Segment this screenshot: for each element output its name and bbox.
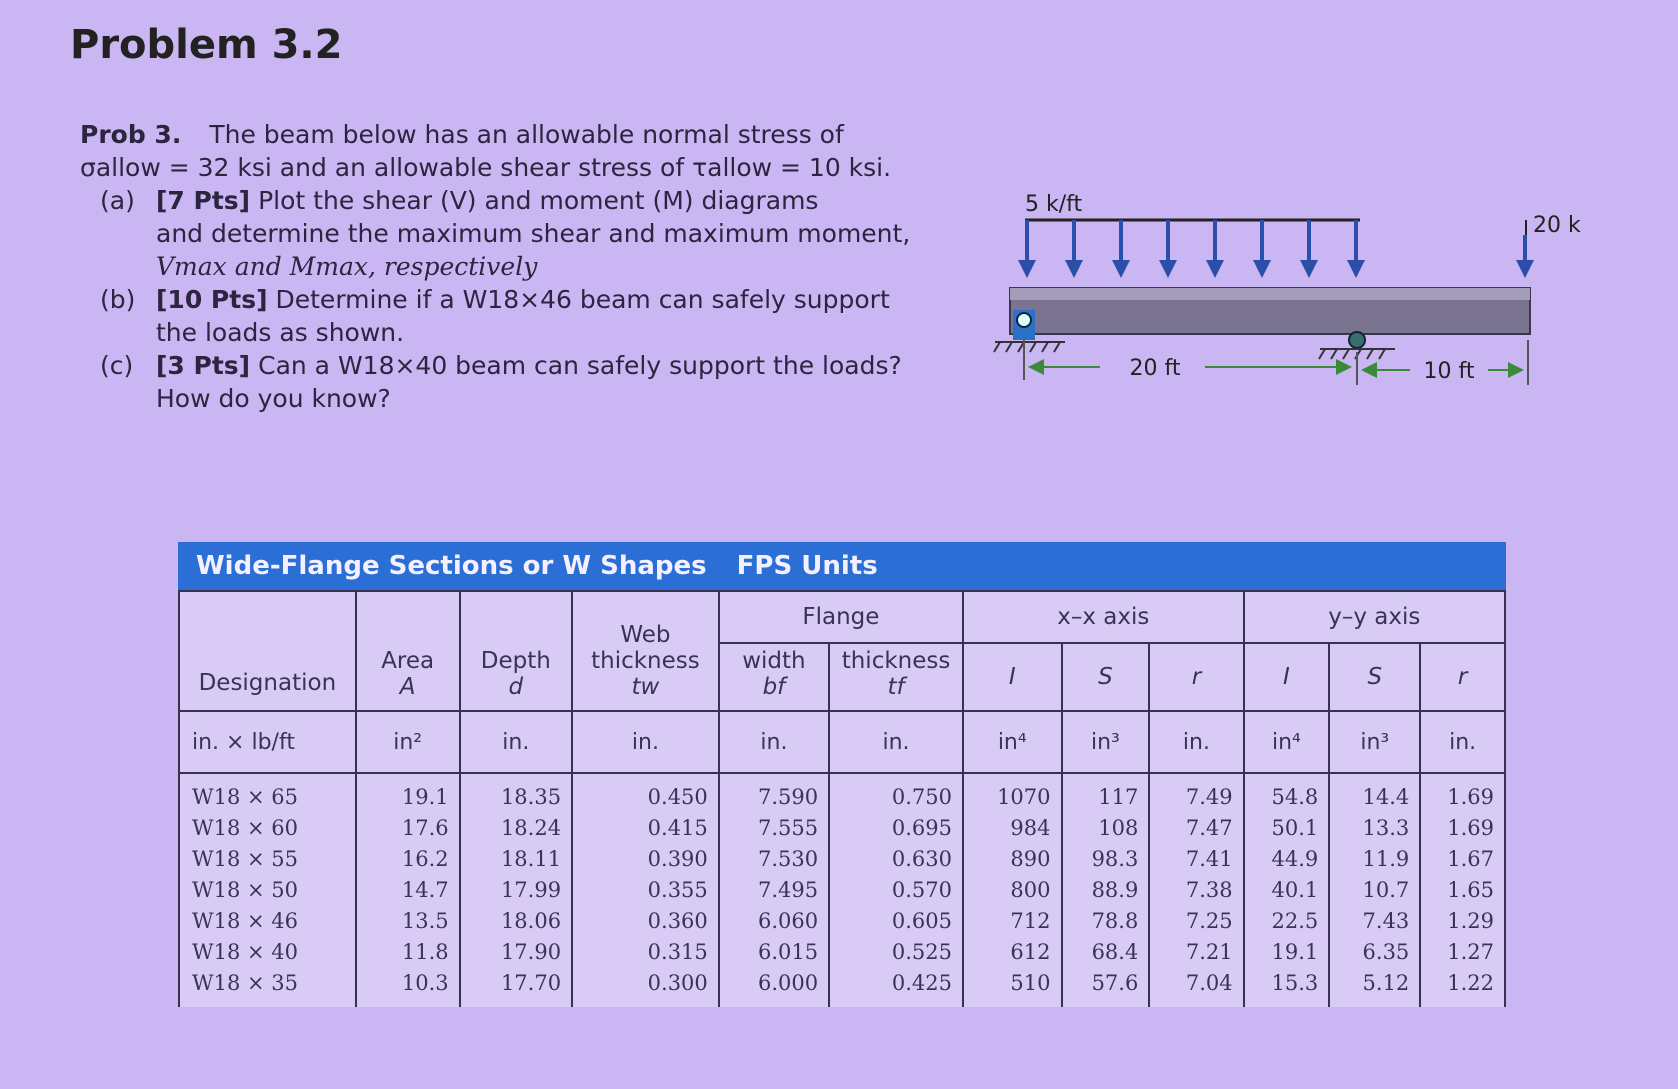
unit-cell: in. bbox=[719, 711, 829, 773]
part-a-line-1: Plot the shear (V) and moment (M) diagrams bbox=[258, 186, 819, 215]
page-title: Problem 3.2 bbox=[70, 22, 343, 68]
web-thickness-column: 0.450 0.415 0.390 0.355 0.360 0.315 0.300 bbox=[572, 773, 719, 1007]
flange-width-column: 7.590 7.555 7.530 7.495 6.060 6.015 6.000 bbox=[719, 773, 829, 1007]
problem-label: Prob 3. bbox=[80, 120, 182, 149]
col-yy-S: S bbox=[1329, 643, 1420, 711]
units-row bbox=[179, 711, 1505, 773]
part-b-label: (b) bbox=[100, 285, 136, 314]
depth-column: 18.35 18.24 18.11 17.99 18.06 17.90 17.70 bbox=[460, 773, 572, 1007]
part-c-line-1: Can a W18×40 beam can safely support the loads? bbox=[258, 351, 902, 380]
properties-table bbox=[178, 590, 1506, 1007]
yy-S-column: 14.4 13.3 11.9 10.7 7.43 6.35 5.12 bbox=[1329, 773, 1420, 1007]
point-load-arrow bbox=[1516, 235, 1534, 278]
part-a-points: [7 Pts] bbox=[156, 186, 251, 215]
col-xx-I: I bbox=[963, 643, 1062, 711]
part-c-points: [3 Pts] bbox=[156, 351, 251, 380]
problem-statement bbox=[80, 118, 930, 415]
xx-r-column: 7.49 7.47 7.41 7.38 7.25 7.21 7.04 bbox=[1149, 773, 1243, 1007]
unit-cell: in⁴ bbox=[963, 711, 1062, 773]
unit-cell: in. bbox=[460, 711, 572, 773]
intro-line-2: σallow = 32 ksi and an allowable shear stress of τallow = 10 ksi. bbox=[80, 153, 892, 182]
data-block bbox=[179, 773, 1505, 1007]
part-c-label: (c) bbox=[100, 351, 134, 380]
col-flange-width: width bf bbox=[719, 643, 829, 711]
part-c bbox=[100, 349, 930, 382]
yy-r-column: 1.69 1.69 1.67 1.65 1.29 1.27 1.22 bbox=[1420, 773, 1505, 1007]
col-xx-r: r bbox=[1149, 643, 1243, 711]
yy-I-column: 54.8 50.1 44.9 40.1 22.5 19.1 15.3 bbox=[1244, 773, 1330, 1007]
col-yy-I: I bbox=[1244, 643, 1330, 711]
table-units-label: FPS Units bbox=[736, 551, 878, 581]
part-a-line-2: and determine the maximum shear and maximum moment, bbox=[156, 219, 911, 248]
col-yy-r: r bbox=[1420, 643, 1505, 711]
span-dimension-1 bbox=[1030, 356, 1350, 381]
xx-S-column: 117 108 98.3 88.9 78.8 68.4 57.6 bbox=[1062, 773, 1150, 1007]
xx-I-column: 1070 984 890 800 712 612 510 bbox=[963, 773, 1062, 1007]
distributed-load-arrows bbox=[1018, 220, 1365, 278]
unit-cell: in. bbox=[572, 711, 719, 773]
distributed-load-label: 5 k/ft bbox=[1025, 192, 1083, 217]
designation-column: W18 × 65 W18 × 60 W18 × 55 W18 × 50 W18 × 46 W18 × 40 W18 × 35 bbox=[179, 773, 356, 1007]
unit-cell: in² bbox=[356, 711, 460, 773]
col-depth: Depth d bbox=[460, 591, 572, 711]
unit-cell: in³ bbox=[1329, 711, 1420, 773]
unit-cell: in. × lb/ft bbox=[179, 711, 356, 773]
table-title: Wide-Flange Sections or W Shapes bbox=[196, 551, 707, 581]
span1-label: 20 ft bbox=[1129, 356, 1181, 381]
col-yy-axis: y–y axis bbox=[1244, 591, 1505, 643]
part-a-label: (a) bbox=[100, 186, 135, 215]
part-b-points: [10 Pts] bbox=[156, 285, 268, 314]
w-shape-table bbox=[178, 542, 1506, 1007]
unit-cell: in⁴ bbox=[1244, 711, 1330, 773]
unit-cell: in. bbox=[1149, 711, 1243, 773]
span-dimension-2 bbox=[1363, 359, 1522, 384]
unit-cell: in. bbox=[1420, 711, 1505, 773]
col-designation: Designation bbox=[179, 591, 356, 711]
col-xx-axis: x–x axis bbox=[963, 591, 1244, 643]
problem-intro bbox=[80, 118, 930, 151]
point-load-label: 20 k bbox=[1533, 213, 1581, 238]
unit-cell: in³ bbox=[1062, 711, 1150, 773]
col-xx-S: S bbox=[1062, 643, 1150, 711]
part-b-line-1: Determine if a W18×46 beam can safely support bbox=[275, 285, 890, 314]
unit-cell: in. bbox=[829, 711, 963, 773]
intro-line-1: The beam below has an allowable normal stress of bbox=[209, 120, 844, 149]
part-a-line-3: Vmax and Mmax, respectively bbox=[156, 252, 538, 281]
col-area: Area A bbox=[356, 591, 460, 711]
flange-thickness-column: 0.750 0.695 0.630 0.570 0.605 0.525 0.425 bbox=[829, 773, 963, 1007]
part-a bbox=[100, 184, 930, 217]
part-c-line-2: How do you know? bbox=[156, 384, 391, 413]
col-flange-thickness: thickness tf bbox=[829, 643, 963, 711]
span2-label: 10 ft bbox=[1423, 359, 1475, 384]
col-web-thickness: Web thickness tw bbox=[572, 591, 719, 711]
part-b bbox=[100, 283, 930, 316]
beam-diagram bbox=[990, 180, 1590, 440]
area-column: 19.1 17.6 16.2 14.7 13.5 11.8 10.3 bbox=[356, 773, 460, 1007]
header-row-1 bbox=[179, 591, 1505, 643]
col-flange: Flange bbox=[719, 591, 963, 643]
table-header-bar bbox=[178, 542, 1506, 590]
part-b-line-2: the loads as shown. bbox=[156, 318, 405, 347]
